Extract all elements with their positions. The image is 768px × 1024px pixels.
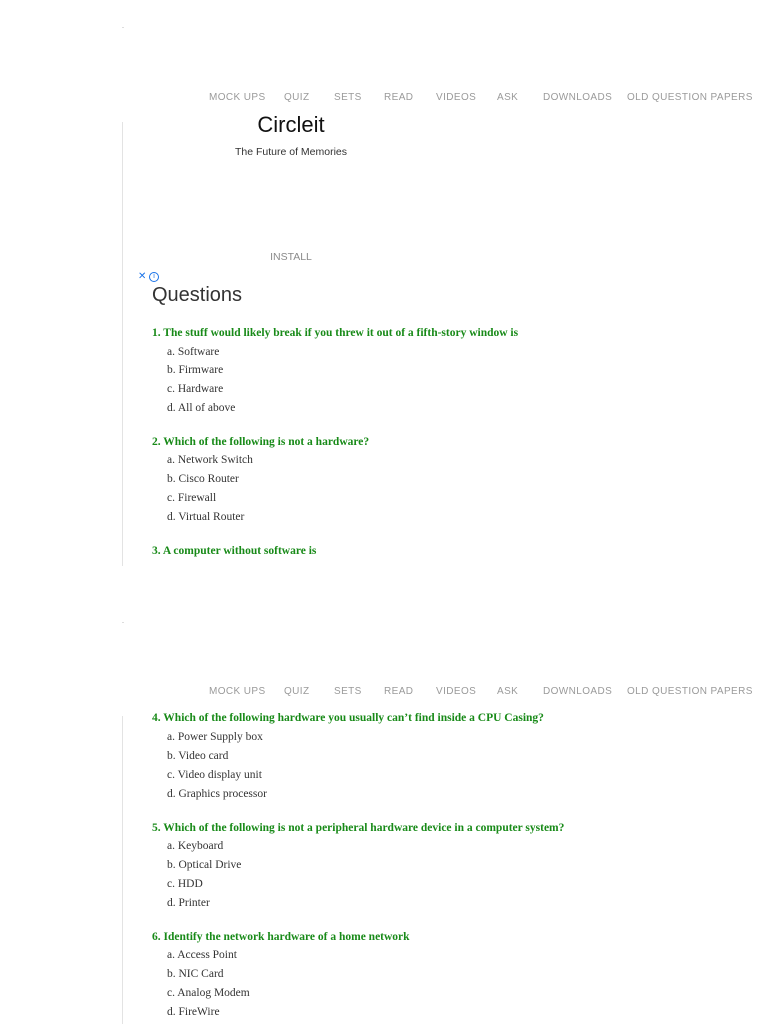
page-edge-dot-top — [122, 27, 124, 28]
option-4b[interactable]: b. Video card — [167, 750, 229, 762]
nav-old-question-papers[interactable]: OLD QUESTION PAPERS — [627, 686, 753, 697]
option-2d[interactable]: d. Virtual Router — [167, 511, 245, 523]
option-5a[interactable]: a. Keyboard — [167, 840, 224, 852]
top-nav-repeat — [0, 686, 768, 706]
nav-downloads[interactable]: DOWNLOADS — [543, 686, 613, 697]
nav-mock-ups[interactable]: MOCK UPS — [209, 92, 266, 103]
nav-sets[interactable]: SETS — [334, 92, 362, 103]
option-1c[interactable]: c. Hardware — [167, 383, 224, 395]
nav-sets[interactable]: SETS — [334, 686, 362, 697]
option-5c[interactable]: c. HDD — [167, 878, 203, 890]
nav-read[interactable]: READ — [384, 686, 414, 697]
content-divider-bottom — [122, 716, 123, 1024]
option-6c[interactable]: c. Analog Modem — [167, 987, 250, 999]
nav-mock-ups[interactable]: MOCK UPS — [209, 686, 266, 697]
option-1a[interactable]: a. Software — [167, 346, 220, 358]
option-2c[interactable]: c. Firewall — [167, 492, 217, 504]
question-3: 3. A computer without software is — [152, 545, 317, 557]
nav-old-question-papers[interactable]: OLD QUESTION PAPERS — [627, 92, 753, 103]
option-6d[interactable]: d. FireWire — [167, 1006, 220, 1018]
option-5b[interactable]: b. Optical Drive — [167, 859, 242, 871]
option-5d[interactable]: d. Printer — [167, 897, 210, 909]
page-edge-dot-mid — [122, 622, 124, 623]
option-2b[interactable]: b. Cisco Router — [167, 473, 239, 485]
option-1d[interactable]: d. All of above — [167, 402, 236, 414]
page-title: Questions — [152, 284, 243, 306]
option-6b[interactable]: b. NIC Card — [167, 968, 224, 980]
nav-read[interactable]: READ — [384, 92, 414, 103]
ad-tagline: The Future of Memories — [234, 146, 348, 158]
option-1b[interactable]: b. Firmware — [167, 364, 224, 376]
ad-title[interactable]: Circleit — [257, 112, 325, 137]
option-4c[interactable]: c. Video display unit — [167, 769, 262, 781]
close-icon[interactable]: ✕ — [138, 271, 147, 282]
question-2: 2. Which of the following is not a hardware? — [152, 436, 370, 448]
nav-videos[interactable]: VIDEOS — [436, 686, 477, 697]
nav-ask[interactable]: ASK — [497, 686, 519, 697]
nav-quiz[interactable]: QUIZ — [284, 92, 310, 103]
option-4d[interactable]: d. Graphics processor — [167, 788, 267, 800]
ad-install-button[interactable]: INSTALL — [270, 251, 312, 263]
option-2a[interactable]: a. Network Switch — [167, 454, 253, 466]
info-icon[interactable]: i — [149, 272, 159, 282]
nav-videos[interactable]: VIDEOS — [436, 92, 477, 103]
option-4a[interactable]: a. Power Supply box — [167, 731, 263, 743]
question-4: 4. Which of the following hardware you usually can’t find inside a CPU Casing? — [152, 712, 544, 724]
question-5: 5. Which of the following is not a peripheral hardware device in a computer system? — [152, 822, 565, 834]
nav-ask[interactable]: ASK — [497, 92, 519, 103]
nav-downloads[interactable]: DOWNLOADS — [543, 92, 613, 103]
content-divider-top — [122, 122, 123, 566]
question-1: 1. The stuff would likely break if you threw it out of a fifth-story window is — [152, 327, 519, 339]
nav-quiz[interactable]: QUIZ — [284, 686, 310, 697]
top-nav — [0, 92, 768, 112]
option-6a[interactable]: a. Access Point — [167, 949, 237, 961]
question-6: 6. Identify the network hardware of a home network — [152, 931, 410, 943]
